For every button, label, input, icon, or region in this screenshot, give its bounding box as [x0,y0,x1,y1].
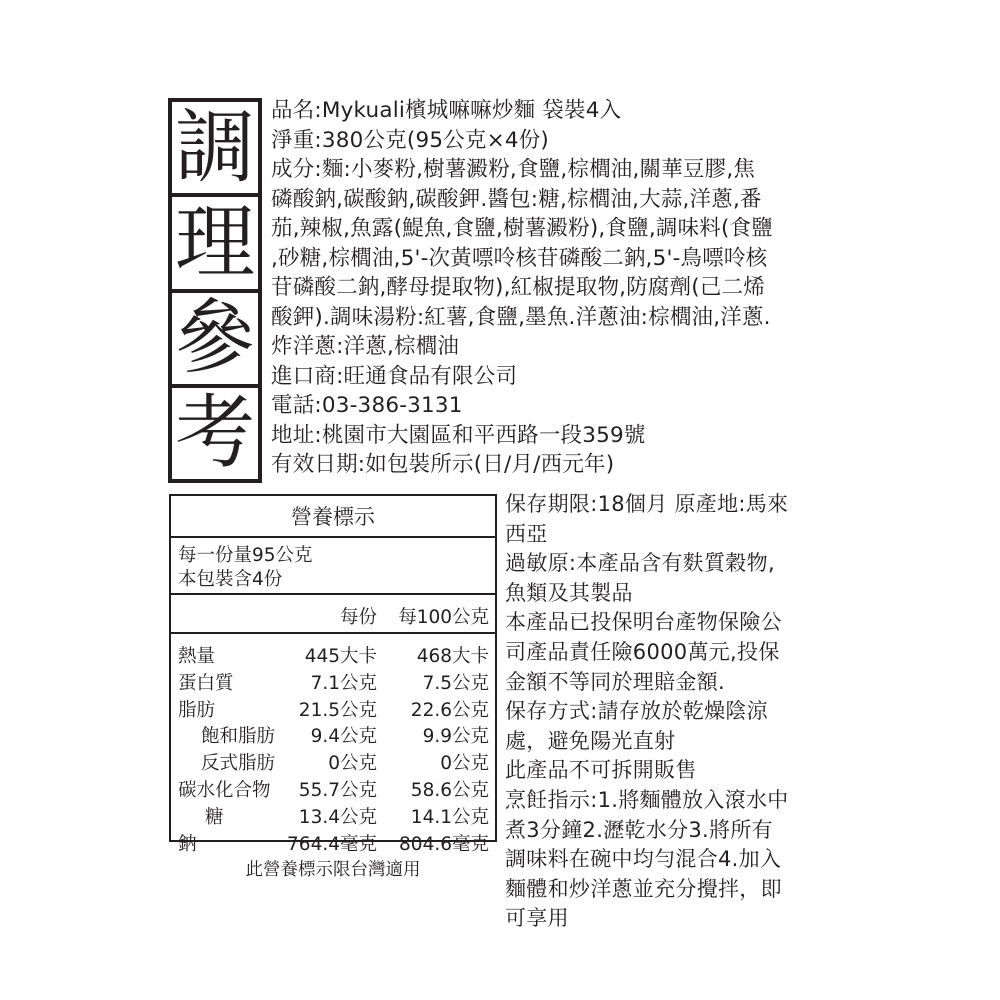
nutrient-per-serving: 764.4毫克 [287,833,377,855]
nutrient-per-serving: 9.4公克 [310,726,377,748]
info-line: 此產品不可拆開販售 [505,758,697,783]
ingredients-line: ,砂糖,棕櫚油,5'-次黃嘌呤核苷磷酸二鈉,5'-鳥嘌呤核 [271,245,768,271]
info-line: 魚類及其製品 [505,580,633,605]
table-row [171,722,495,749]
nutrient-per-100g: 22.6公克 [410,699,489,721]
table-row [171,669,495,696]
column-per-100g: 每100公克 [398,607,489,628]
nutrient-per-100g: 9.9公克 [422,726,489,748]
info-line: 保存方式:請存放於乾燥陰涼 [505,699,768,724]
nutrition-title: 營養標示 [171,496,495,538]
ingredients-line: 炸洋蔥:洋蔥,棕櫚油 [271,334,460,359]
nutrient-per-serving: 445大卡 [304,646,377,667]
nutrient-name: 脂肪 [178,699,216,721]
importer: 進口商:旺通食品有限公司 [271,363,518,389]
table-row [171,696,495,723]
nutrient-per-serving: 55.7公克 [298,779,377,801]
nutrient-name: 蛋白質 [178,672,234,694]
product-name: 品名:Mykuali檳城嘛嘛炒麵 袋裝4入 [271,98,622,123]
servings-per-package: 本包裝含4份 [178,569,283,590]
nutrition-table [169,494,497,855]
info-line: 麵體和炒洋蔥並充分攪拌，即 [505,876,782,901]
info-line: 調味料在碗中均勻混合4.加入 [505,847,782,872]
nutrition-column-headers [171,595,495,634]
expiry-date: 有效日期:如包裝所示(日/月/西元年) [271,452,615,477]
nutrient-per-serving: 21.5公克 [298,699,377,721]
table-row [171,749,495,776]
table-row [171,642,495,669]
nutrient-name: 熱量 [178,646,216,667]
stamp-char: 參 [172,293,258,388]
ingredients-line: 成分:麵:小麥粉,樹薯澱粉,食鹽,棕櫚油,關華豆膠,焦 [271,157,756,182]
ingredients-line: 苷磷酸二鈉,酵母提取物),紅椒提取物,防腐劑(己二烯 [271,275,765,300]
info-line: 處，避免陽光直射 [505,728,676,753]
info-line: 司產品責任險6000萬元,投保 [505,639,780,664]
product-info [271,96,831,480]
ingredients-line: 茄,辣椒,魚露(鯷魚,食鹽,樹薯澱粉),食鹽,調味料(食鹽 [271,216,773,241]
ingredients-line: 磷酸鈉,碳酸鈉,碳酸鉀.醬包:糖,棕櫚油,大蒜,洋蔥,番 [271,186,762,212]
info-line: 可享用 [505,906,569,931]
phone: 電話:03-386-3131 [271,393,463,418]
info-line: 西亞 [505,521,548,546]
stamp-block [168,98,262,483]
nutrient-name: 飽和脂肪 [201,726,276,748]
nutrient-name: 糖 [205,806,224,828]
nutrient-per-100g: 804.6毫克 [399,833,489,855]
stamp-char: 調 [172,102,258,197]
stamp-char: 考 [175,386,255,480]
stamp-char: 理 [172,197,258,292]
nutrient-per-serving: 7.1公克 [310,672,377,694]
table-row [171,803,495,830]
info-line: 本產品已投保明台產物保險公 [505,610,782,635]
info-line: 煮3分鐘2.瀝乾水分3.將所有 [505,817,773,842]
nutrient-per-serving: 0公克 [328,753,377,775]
address: 地址:桃園市大園區和平西路一段359號 [271,422,646,448]
nutrition-rows [171,634,495,856]
nutrient-per-100g: 14.1公克 [410,806,489,828]
table-row [171,830,495,857]
nutrient-per-100g: 58.6公克 [410,779,489,801]
info-line: 烹飪指示:1.將麵體放入滾水中 [505,787,789,812]
info-line: 過敏原:本產品含有麩質穀物, [505,551,775,576]
storage-and-cooking-info [505,490,820,934]
nutrient-per-100g: 0公克 [440,753,489,775]
nutrient-name: 碳水化合物 [178,779,271,801]
info-line: 保存期限:18個月 原產地:馬來 [505,492,789,516]
info-line: 金額不等同於理賠金額. [505,669,725,694]
nutrient-name: 鈉 [178,833,197,855]
serving-info [171,538,495,595]
ingredients-line: 酸鉀).調味湯粉:紅薯,食鹽,墨魚.洋蔥油:棕櫚油,洋蔥. [271,304,771,330]
nutrient-per-100g: 468大卡 [416,646,489,667]
nutrient-name: 反式脂肪 [201,753,276,775]
nutrient-per-serving: 13.4公克 [298,806,377,828]
net-weight: 淨重:380公克(95公克×4份) [271,127,550,153]
nutrient-per-100g: 7.5公克 [422,672,489,694]
column-per-serving: 每份 [339,607,377,628]
serving-size: 每一份量95公克 [178,545,313,566]
nutrition-footnote: 此營養標示限台灣適用 [245,860,421,880]
table-row [171,776,495,803]
